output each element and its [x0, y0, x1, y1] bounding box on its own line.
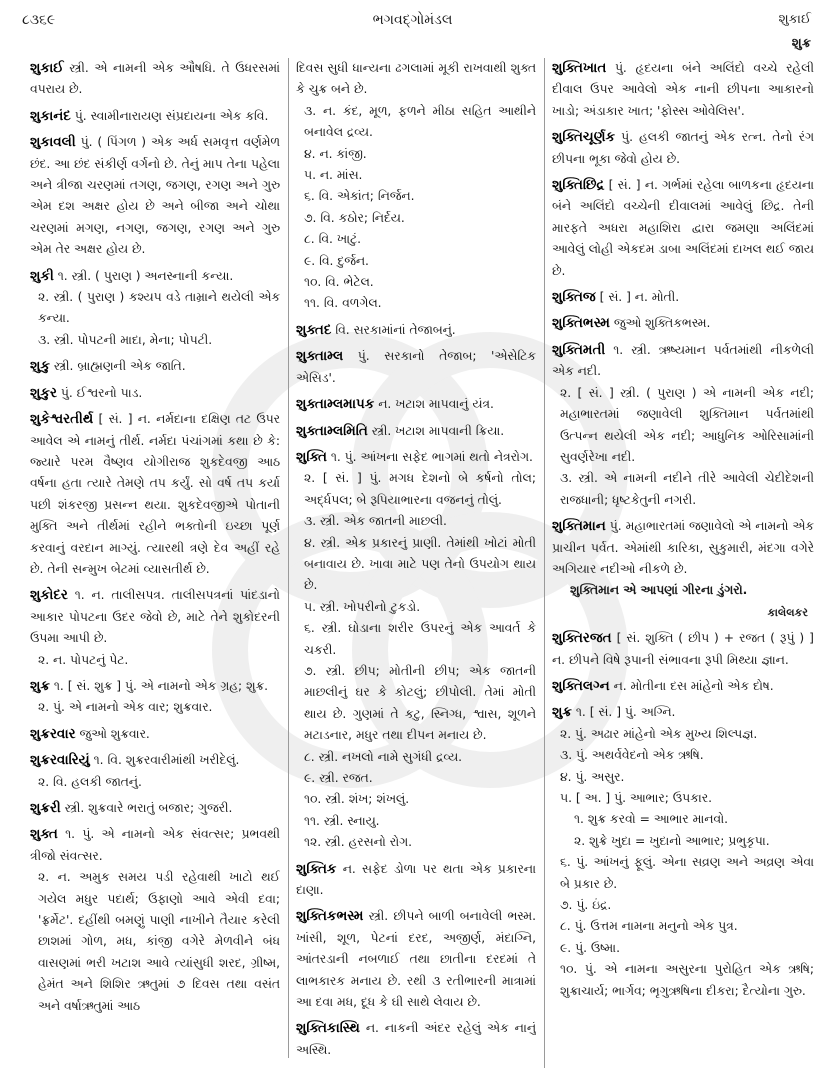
entry-headword: શુક્રરવારિયું	[30, 752, 90, 769]
entry-definition	[552, 628, 814, 671]
dictionary-entry	[552, 702, 814, 1002]
entry-sense: ૨. પું. એ નામનો એક વાર; શુક્રવાર.	[38, 700, 213, 715]
entry-text: પું. સરકાનો તેજાબ; 'એસેટિક એસિડ'.	[296, 349, 536, 385]
entry-sense: ૬. પું. આંખનું ફૂલું. એના સવ્રણ અને અવ્રણ એવા બે પ્રકાર છે.	[560, 855, 814, 891]
entry-definition	[296, 447, 536, 468]
dictionary-entry	[296, 320, 536, 341]
entry-headword: શુકુ	[30, 358, 50, 375]
entry-sense: ૭. વિ. કઠોર; નિર્દય.	[304, 210, 405, 225]
entry-sense: ૬. વિ. એકાંત; નિર્જન.	[304, 189, 415, 204]
dictionary-columns	[0, 58, 825, 1073]
entry-sense: ૨. ન. અમુક સમય પડી રહેવાથી ખાટો થઈ ગયેલ મધુર પદાર્થ; ઉફાણો આવે એવી દવા; 'ફ્રર્મેટ'. દહીંથી બમણું પાણી નાખીને તૈયાર કરેલી છાશમાં ગોળ, મધ, કાંજી વગેરે મેળવીને બંધ વાસણમાં ભરી ખટાશ આવે ત્યાંસુધી શરદ, ગ્રીષ્મ, હેમંત અને શિશિર ઋતુમાં ૭ દિવસ તથા વસંત અને વર્ષાઋતુમાં આઠ	[38, 870, 280, 1013]
entry-text: ૧. ન. તાલીસપત્ર. તાલીસપત્રનાં પાંદડાનો આકાર પોપટના ઉદર જેવો છે, માટે તેને શુકોદરની ઉપમા આપી છે.	[30, 588, 280, 646]
entry-sense: ૫. [ અ. ] પું. આભાર; ઉપકાર.	[560, 791, 713, 805]
entry-text: ન. સફેદ ડોળા પર થતા એક પ્રકારના દાણા.	[296, 861, 536, 898]
entry-text: પું. હલકી જાતનું એક રત્ન. તેનો રંગ છીપના ભૂકા જેવો હોય છે.	[552, 130, 814, 166]
entry-headword: શુક્ર	[30, 677, 50, 694]
entry-headword: શુક્રરી	[30, 800, 61, 816]
dictionary-entry	[296, 1018, 536, 1061]
entry-text: ૧. પું. એ નામનો એક સંવત્સર; પ્રભવથી ત્રીજો સંવત્સર.	[30, 827, 280, 863]
entry-definition	[30, 750, 280, 771]
entry-sense: ૧૦. સ્ત્રી. શંખ; શંખલું.	[304, 792, 410, 807]
page-title: ભગવદ્ગોમંડલ	[372, 12, 453, 28]
dictionary-entry	[30, 676, 280, 719]
entry-headword: શુક્ર	[552, 704, 572, 721]
dictionary-entry	[296, 58, 536, 315]
entry-text: જુઓ શુક્તિકભસ્મ.	[613, 316, 711, 331]
dictionary-entry	[30, 383, 280, 404]
entry-sense: ૧૨. સ્ત્રી. હરસનો રોગ.	[304, 835, 413, 850]
dictionary-entry	[552, 127, 814, 170]
dictionary-entry	[296, 906, 536, 1013]
entry-headword: શુકાઈ	[30, 60, 64, 76]
dictionary-entry	[552, 313, 814, 334]
entry-text: સ્ત્રી. છીપને બાળી બનાવેલી ભસ્મ. ખાંસી, શૂળ, પેટનાં દરદ, અજીર્ણ, મંદાગ્નિ, આંતરડાની નબળાઈ તથા છાતીના દરદમાં તે લાભકારક મનાય છે. રથી ૩ રતીભારની માત્રામાં આ દવા મધ, દૂધ કે ઘી સાથે લેવાય છે.	[296, 909, 536, 1010]
entry-sense: ૩. ન. કંદ, મૂળ, ફળને મીઠા સહિત આથીને બનાવેલ દ્રવ્ય.	[304, 103, 536, 140]
entry-definition	[30, 266, 280, 287]
dictionary-entry	[552, 676, 814, 697]
dictionary-entry	[552, 628, 814, 671]
entry-sense: ૮. સ્ત્રી. નખલો નામે સુગંધી દ્રવ્ય.	[304, 749, 463, 764]
entry-definition	[30, 824, 280, 867]
entry-definition	[30, 724, 280, 745]
entry-headword: શુક્તામ્લમિતિ	[296, 422, 368, 439]
entry-headword: શુક્તિક	[296, 860, 337, 877]
entry-definition	[296, 58, 536, 101]
entry-headword: શુક્તદ	[296, 321, 332, 338]
entry-definition	[296, 346, 536, 389]
entry-sense: ૭. સ્ત્રી. છીપ; મોતીની છીપ; એક જાતની માછલીનું ઘર કે કોટલું; છીપોલી. તેમાં મોતી થાય છે. ગુણમાં તે કટુ, સ્નિગ્ધ, શ્વાસ, શૂળને મટાડનાર, મધુર તથા દીપન મનાય છે.	[304, 663, 536, 743]
entry-definition	[552, 175, 814, 282]
entry-text: ન. મોતીના દસ માંહેનો એક દોષ.	[613, 678, 774, 693]
entry-sense: ૬. સ્ત્રી. ઘોડાના શરીર ઉપરનું એક આવર્ત કે ચકરી.	[304, 621, 536, 657]
entry-sense: ૮. વિ. ખાટું.	[304, 232, 362, 247]
entry-text: ૧. [ સં. ] પું. અગ્નિ.	[575, 705, 676, 720]
entry-definition	[296, 1018, 536, 1061]
entry-definition	[296, 394, 536, 415]
entry-quotation: શુક્તિમાન એ આપણાં ગીરના ડુંગરો.	[570, 583, 748, 598]
entry-text: પું. ઈશ્વરનો પાડ.	[60, 385, 143, 400]
entry-subsense: ૨. શુક્રે ખુદા = ખુદાનો આભાર; પ્રભુકૃપા.	[574, 833, 770, 848]
dictionary-entry	[30, 58, 280, 101]
entry-definition	[552, 58, 814, 122]
entry-text: ન. નાકની અંદર રહેલું એક નાનું અસ્થિ.	[296, 1021, 536, 1057]
column-1	[30, 58, 280, 1068]
entry-sense: ૪. સ્ત્રી. એક પ્રકારનું પ્રાણી. તેમાંથી ખોટાં મોતી બનાવાય છે. ખાવા માટે પણ તેનો ઉપયોગ થાય છે.	[304, 535, 536, 593]
entry-headword: શુકી	[30, 267, 54, 284]
entry-headword: શુક્તિમતી	[552, 341, 606, 358]
entry-definition	[552, 287, 814, 308]
entry-sense: ૩. પું. અથર્વવેદનો એક ઋષિ.	[560, 748, 704, 763]
dictionary-entry	[30, 106, 280, 127]
entry-definition	[30, 58, 280, 101]
entry-definition	[296, 421, 536, 442]
entry-text: પું. ( પિંગળ ) એક અર્ધ સમવૃત્ત વર્ણમેળ છંદ. આ છંદ સંકીર્ણ વર્ગનો છે. તેનું માપ તેના પહેલા અને ત્રીજા ચરણમાં તગણ, જગણ, રગણ અને ગુરુ એમ દશ અક્ષર હોય છે અને બીજા અને ચોથા ચરણમાં મગણ, નગણ, જગણ, રગણ અને ગુરુ એમ તેર અક્ષર હોય છે.	[30, 135, 280, 257]
dictionary-entry	[296, 346, 536, 389]
dictionary-entry	[552, 516, 814, 623]
dictionary-entry	[552, 340, 814, 511]
entry-definition	[296, 906, 536, 1013]
entry-text: ૧. પું. આંખના સફેદ ભાગમાં થતો નેત્રરોગ.	[330, 449, 533, 464]
entry-text: [ સં. ] ન. મોતી.	[599, 290, 680, 305]
entry-text: ૧. [ સં. શુક્ર ] પું. એ નામનો એક ગ્રહ; શુક્ર.	[53, 678, 269, 693]
entry-sense: ૨. સ્ત્રી. ( પુરાણ ) કશ્યપ વડે તામ્રાને થયેલી એક કન્યા.	[38, 290, 280, 326]
entry-definition	[552, 516, 814, 580]
entry-text: સ્ત્રી. બ્રાહ્મણની એક જાતિ.	[53, 359, 186, 374]
entry-sense: ૪. પું. અસુર.	[560, 769, 625, 784]
entry-definition	[296, 320, 536, 341]
page-number: ૮૩૬૯	[22, 12, 56, 28]
entry-sense: ૮. પું. ઉત્તમ નામના મનુનો એક પુત્ર.	[560, 919, 738, 934]
entry-sense: ૧૦. પું. એ નામના અસુરના પુરોહિત એક ઋષિ; શુક્રાચાર્ય; ભાર્ગવ; ભૃગુઋષિના દીકરા; દૈત્યોના ગુરુ.	[560, 962, 814, 998]
entry-headword: શુકોદર	[30, 587, 68, 604]
entry-definition	[30, 798, 280, 819]
dictionary-entry	[30, 132, 280, 260]
page-header	[0, 0, 825, 56]
entry-headword: શુકાવલી	[30, 134, 76, 151]
entry-sense: ૯. પું. ઉષ્મા.	[560, 940, 620, 955]
dictionary-entry	[30, 750, 280, 793]
entry-definition	[30, 383, 280, 404]
dictionary-entry	[552, 175, 814, 282]
entry-headword: શુક્તામ્લમાપક	[296, 396, 375, 413]
guide-word-last: શુક્ર	[791, 36, 811, 51]
entry-definition	[30, 106, 280, 127]
dictionary-entry	[296, 421, 536, 442]
dictionary-entry	[30, 266, 280, 352]
entry-text: વિ. સરકામાંનાં તેજાબનું.	[335, 322, 456, 337]
dictionary-entry	[30, 824, 280, 1017]
entry-sense: ૫. સ્ત્રી. ખોપરીનો ટુકડો.	[304, 599, 421, 614]
entry-sense: ૧૧. વિ. વળગેલ.	[304, 296, 382, 311]
dictionary-entry	[296, 394, 536, 415]
entry-headword: શુક્તામ્લ	[296, 348, 344, 365]
entry-definition	[552, 676, 814, 697]
entry-sense: ૩. સ્ત્રી. એક જાતની માછલી.	[304, 514, 447, 529]
entry-sense: ૨. પું. અઢાર માંહેનો એક મુખ્ય શિલ્પજ્ઞ.	[560, 726, 758, 741]
dictionary-entry	[30, 409, 280, 580]
entry-headword: શુક્તિમાન	[552, 518, 606, 535]
entry-headword: શુક્તિછિદ્ર	[552, 177, 605, 194]
quotation-author: કાલેલકર	[767, 605, 808, 619]
dictionary-entry	[30, 356, 280, 377]
entry-headword: શુક્તિલગ્ન	[552, 677, 610, 694]
entry-headword: શુક્તિચૂર્ણક	[552, 129, 616, 146]
entry-text: [ સં. શુક્તિ ( છીપ ) + રજત ( રૂપું ) ] ન. છીપને વિષે રૂપાની સંભાવના રૂપી મિથ્યા જ્ઞાન.	[552, 631, 814, 667]
entry-headword: શુક્ત	[30, 826, 58, 843]
entry-definition	[30, 132, 280, 260]
entry-text: ૧. વિ. શુક્રરવારીમાંથી ખરીદેલું.	[93, 753, 240, 768]
column-divider	[288, 58, 289, 1058]
entry-text: સ્ત્રી. શુક્રવારે ભરાતું બજાર; ગુજરી.	[64, 801, 233, 815]
entry-sense: ૭. પું. ઇંદ્ર.	[560, 898, 612, 913]
entry-headword: શુક્તિજ	[552, 289, 596, 306]
dictionary-entry	[552, 287, 814, 308]
entry-sense: ૩. સ્ત્રી. એ નામની નદીને તીરે આવેલી ચેદીદેશની રાજધાની; ધૃષ્ટકેતુની નગરી.	[560, 471, 814, 507]
entry-sense: ૫. ન. માંસ.	[304, 168, 363, 183]
column-2	[296, 58, 536, 1068]
entry-headword: શુક્તિખાત	[552, 60, 607, 76]
entry-headword: શુકેશ્વરતીર્થ	[30, 411, 94, 428]
entry-headword: શુક્રરવાર	[30, 725, 76, 742]
entry-definition	[30, 676, 280, 697]
entry-definition	[552, 313, 814, 334]
entry-sense: ૩. સ્ત્રી. પોપટની માદા, મેના; પોપટી.	[38, 332, 213, 347]
entry-headword: શુકાનંદ	[30, 107, 71, 124]
entry-sense: ૯. સ્ત્રી. રજત.	[304, 771, 373, 785]
dictionary-entry	[30, 798, 280, 819]
entry-sense: ૨. ન. પોપટનું પેટ.	[38, 652, 129, 667]
entry-text: [ સં. ] ન. ગર્ભમાં રહેલા બાળકના હૃદયના બંને અલિંદો વચ્ચેની દીવાલમાં આવેલું છિદ્ર. તેની મારફતે અધરા મહાશિરા દ્વારા જમણા અલિંદમાં આવેલું લોહી એકદમ ડાબા અલિંદમાં દાખલ થઈ જાય છે.	[552, 178, 814, 278]
entry-definition	[30, 409, 280, 580]
dictionary-entry	[552, 58, 814, 122]
entry-text: પું. સ્વામીનારાયણ સંપ્રદાયના એક કવિ.	[74, 108, 269, 123]
entry-sense: ૧૦. વિ. ભેટેલ.	[304, 275, 374, 290]
entry-headword: શુકુર	[30, 384, 57, 401]
entry-definition	[552, 340, 814, 383]
entry-text: ૧. સ્ત્રી. ( પુરાણ ) અનસ્નાની કન્યા.	[57, 268, 234, 283]
dictionary-entry	[30, 724, 280, 745]
entry-text: સ્ત્રી. ખટાશ માપવાની ક્રિયા.	[371, 423, 505, 438]
entry-definition	[30, 585, 280, 649]
column-divider	[544, 58, 545, 1068]
entry-headword: શુક્તિકાસ્થિ	[296, 1020, 360, 1037]
entry-text: ન. ખટાશ માપવાનું યંત્ર.	[378, 397, 494, 412]
entry-sense: ૧૧. સ્ત્રી. સ્નાયુ.	[304, 813, 380, 828]
column-3	[552, 58, 814, 1068]
entry-text: પું. હૃદયના બંને અલિંદો વચ્ચે રહેલી દીવાલ ઉપર આવેલો એક નાની છીપના આકારનો ખાડો; અંડાકાર ખાત; 'ફોસ્સ ઓવેલિસ'.	[552, 61, 814, 118]
guide-word-first: શુકાઈ	[778, 12, 811, 27]
entry-headword: શુક્તિ	[296, 448, 327, 465]
dictionary-entry	[296, 859, 536, 902]
entry-text: સ્ત્રી. એ નામની એક ઔષધિ. તે ઉધરસમાં વપરાય છે.	[30, 61, 280, 97]
entry-subsense: ૧. શુક્ર કરવો = આભાર માનવો.	[574, 812, 729, 827]
entry-text: પું. મહાભારતમાં જણાવેલો એ નામનો એક પ્રાચીન પર્વત. એમાંથી કારિકા, સુકુમારી, મંદગા વગેરે અગિયાર નદીઓ નીકળે છે.	[552, 519, 814, 576]
entry-sense: ૨. [ સં. ] પું. મગધ દેશનો બે કર્ષનો તોલ; અર્દ્ધપલ; બે રૂપિયાભારના વજનનું તોલું.	[304, 471, 536, 507]
entry-definition	[552, 127, 814, 170]
entry-sense: ૨. વિ. હલકી જાતનું.	[38, 774, 142, 789]
entry-headword: શુક્તિભસ્મ	[552, 315, 610, 332]
entry-text: ૧. સ્ત્રી. ઋષ્યમાન પર્વતમાંથી નીકળેલી એક નદી.	[552, 342, 814, 379]
entry-text: [ સં. ] ન. નર્મદાના દક્ષિણ તટ ઉપર આવેલ એ નામનું તીર્થ. નર્મદા પંચાંગમાં કથા છે કે: જ્યારે પરમ વૈષ્ણવ યોગીરાજ શુકદેવજી આઠ વર્ષના હતા ત્યારે તેમણે તપ કર્યું. સો વર્ષ તપ કર્યા પછી શંકરજી પ્રસન્ન થયા. શુકદેવજીએ પોતાની મુક્તિ અને તીર્થમાં રહીને ભક્તોની ઇચ્છા પૂર્ણ કરવાનું વરદાન માગ્યું. ત્યારથી ત્રણે દેવ અહીં રહે છે. તેની સન્મુખ બેટમાં વ્યાસતીર્થ છે.	[30, 412, 280, 576]
entry-definition	[30, 356, 280, 377]
dictionary-entry	[296, 447, 536, 854]
dictionary-entry	[30, 585, 280, 671]
entry-sense: ૪. ન. કાંજી.	[304, 146, 367, 161]
entry-sense: ૨. [ સં. ] સ્ત્રી. ( પુરાણ ) એ નામની એક નદી; મહાભારતમાં જણાવેલી શુક્તિમાન પર્વતમાંથી ઉત્પન્ન થયેલી એક નદી; આધુનિક ઓરિસામાંની સુવર્ણરેખા નદી.	[560, 385, 814, 464]
entry-sense: ૯. વિ. દુર્જન.	[304, 253, 369, 268]
entry-definition	[296, 859, 536, 902]
entry-text: જુઓ શુક્રવાર.	[79, 726, 150, 741]
entry-definition	[552, 702, 814, 723]
entry-headword: શુક્તિકભસ્મ	[296, 908, 364, 925]
entry-text: દિવસ સુધી ધાન્યના ઢગલામાં મૂકી રાખવાથી શુક્ત કે ચુક્ર બને છે.	[296, 61, 536, 97]
entry-headword: શુક્તિરજત	[552, 630, 612, 647]
